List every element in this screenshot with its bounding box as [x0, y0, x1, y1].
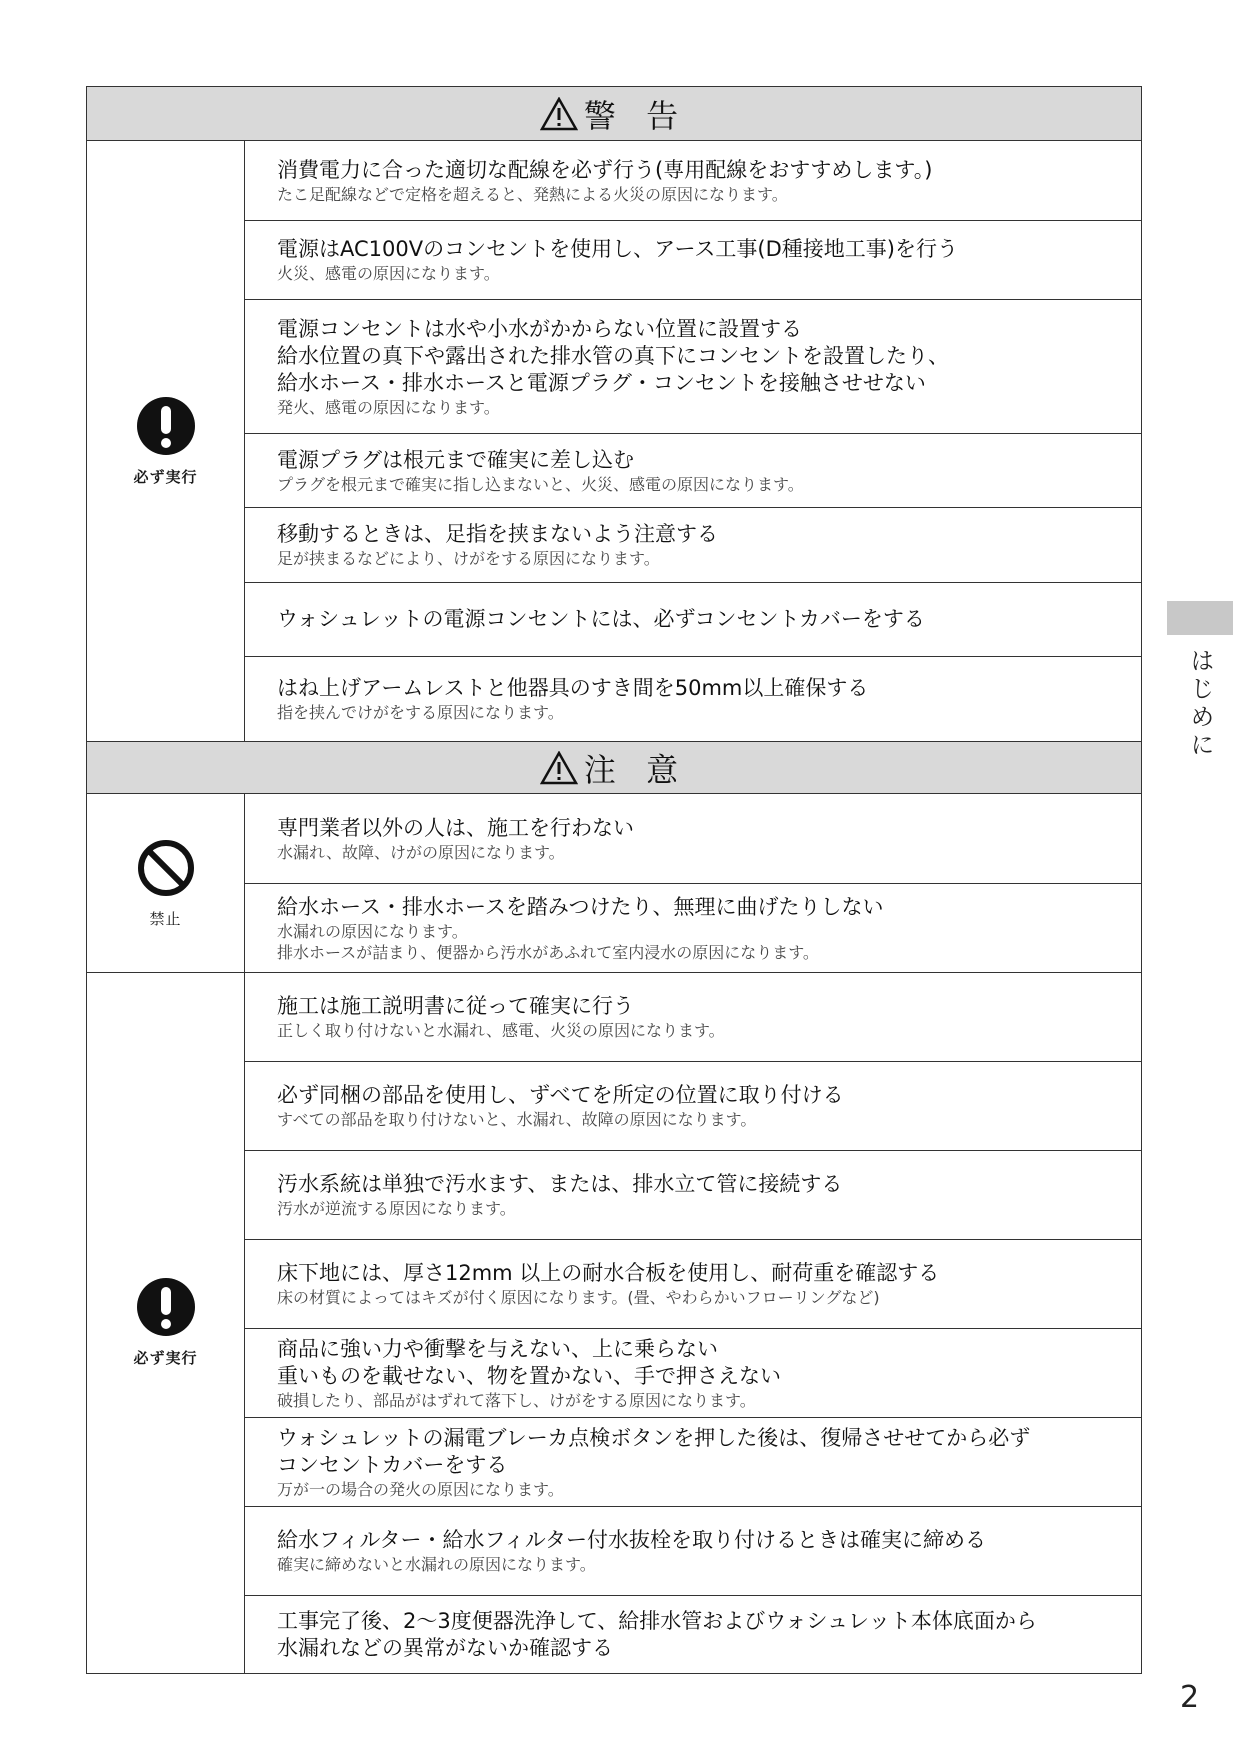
row-sub-text: 指を挟んでけがをする原因になります。	[277, 703, 564, 722]
row-sub-text: 破損したり、部品がはずれて落下し、けがをする原因になります。	[277, 1390, 756, 1410]
exclamation-icon	[136, 396, 196, 460]
row-sub-text: 水漏れ、故障、けがの原因になります。	[277, 842, 565, 862]
row-main-text: 専門業者以外の人は、施工を行わない	[277, 815, 634, 840]
row-main-text: 重いものを載せない、物を置かない、手で押さえない	[277, 1363, 781, 1388]
row-main-text: はね上げアームレストと他器具のすき間を50mm以上確保する	[277, 676, 869, 700]
row-sub-text: 足が挟まるなどにより、けがをする原因になります。	[277, 549, 660, 568]
row-main-text: ウォシュレットの電源コンセントには、必ずコンセントカバーをする	[277, 607, 925, 631]
caution-prohibit-row	[245, 883, 1141, 972]
row-main-text: 電源はAC100Vのコンセントを使用し、アース工事(D種接地工事)を行う	[277, 237, 958, 261]
prohibit-icon-cell	[87, 794, 245, 972]
row-main-text: 水漏れなどの異常がないか確認する	[277, 1635, 613, 1660]
row-sub-text: 水漏れの原因になります。	[277, 921, 468, 941]
caution-prohibit-row	[245, 794, 1141, 883]
must-do-label: 必ず実行	[133, 467, 198, 486]
safety-table	[86, 86, 1142, 1674]
row-main-text: 商品に強い力や衝撃を与えない、上に乗らない	[277, 1336, 718, 1361]
caution-triangle-icon	[540, 751, 578, 785]
prohibit-label: 禁止	[149, 909, 182, 928]
caution-must-row	[245, 1061, 1141, 1150]
section-tab-label: はじめに	[1186, 648, 1214, 760]
row-sub-text: 万が一の場合の発火の原因になります。	[277, 1479, 564, 1499]
warning-title: 警 告	[583, 96, 689, 135]
caution-must-row	[245, 1506, 1141, 1595]
warning-row	[245, 299, 1141, 433]
warning-triangle-icon	[540, 97, 578, 131]
row-sub-text: 発火、感電の原因になります。	[277, 397, 500, 417]
row-main-text: 汚水系統は単独で汚水ます、または、排水立て管に接続する	[277, 1172, 843, 1196]
row-sub-text: プラグを根元まで確実に指し込まないと、火災、感電の原因になります。	[277, 474, 804, 494]
caution-must-row	[245, 972, 1141, 1061]
row-main-text: 電源プラグは根元まで確実に差し込む	[277, 447, 634, 472]
row-main-text: 床下地には、厚さ12mm 以上の耐水合板を使用し、耐荷重を確認する	[277, 1261, 940, 1285]
caution-must-row	[245, 1239, 1141, 1328]
row-main-text: 給水ホース・排水ホースと電源プラグ・コンセントを接触させせない	[277, 370, 926, 395]
warning-row	[245, 582, 1141, 656]
row-main-text: 必ず同梱の部品を使用し、ずべてを所定の位置に取り付ける	[277, 1083, 844, 1107]
row-main-text: 消費電力に合った適切な配線を必ず行う(専用配線をおすすめします。)	[277, 157, 933, 182]
row-main-text: 給水ホース・排水ホースを踏みつけたり、無理に曲げたりしない	[277, 894, 884, 919]
warning-row	[245, 656, 1141, 741]
warning-row	[245, 220, 1141, 299]
caution-must-row	[245, 1328, 1141, 1417]
caution-must-row	[245, 1150, 1141, 1239]
row-sub-text: 正しく取り付けないと水漏れ、感電、火災の原因になります。	[277, 1020, 725, 1040]
row-main-text: 給水フィルター・給水フィルター付水抜栓を取り付けるときは確実に締める	[277, 1528, 986, 1552]
row-main-text: コンセントカバーをする	[277, 1452, 508, 1477]
row-sub-text: 火災、感電の原因になります。	[277, 264, 500, 283]
prohibited-icon	[136, 838, 196, 902]
row-main-text: 施工は施工説明書に従って確実に行う	[277, 993, 634, 1018]
row-main-text: 電源コンセントは水や小水がかからない位置に設置する	[277, 316, 802, 341]
exclamation-icon	[136, 1277, 196, 1341]
warning-header	[87, 87, 1141, 141]
row-main-text: 給水位置の真下や露出された排水管の真下にコンセントを設置したり、	[277, 343, 949, 368]
caution-must-icon-cell	[87, 972, 245, 1673]
row-main-text: 工事完了後、2〜3度便器洗浄して、給排水管およびウォシュレット本体底面から	[277, 1608, 1037, 1633]
warning-row	[245, 507, 1141, 582]
page-number: 2	[1180, 1680, 1200, 1715]
section-tab	[1167, 601, 1233, 635]
warning-row	[245, 141, 1141, 220]
row-sub-text: たこ足配線などで定格を超えると、発熱による火災の原因になります。	[277, 184, 788, 204]
row-sub-text: 確実に締めないと水漏れの原因になります。	[277, 1555, 596, 1574]
row-main-text: 移動するときは、足指を挟まないよう注意する	[277, 522, 718, 546]
row-sub-text: すべての部品を取り付けないと、水漏れ、故障の原因になります。	[277, 1110, 757, 1129]
row-main-text: ウォシュレットの漏電ブレーカ点検ボタンを押した後は、復帰させせてから必ず	[277, 1425, 1031, 1450]
row-sub-text: 汚水が逆流する原因になります。	[277, 1199, 516, 1218]
warning-row	[245, 433, 1141, 507]
caution-title: 注 意	[583, 750, 689, 789]
must-do-label: 必ず実行	[133, 1349, 198, 1367]
row-sub-text: 排水ホースが詰まり、便器から汚水があふれて室内浸水の原因になります。	[277, 942, 819, 962]
caution-must-row	[245, 1595, 1141, 1673]
warning-must-icon-cell	[87, 141, 245, 741]
row-sub-text: 床の材質によってはキズが付く原因になります。(畳、やわらかいフローリングなど)	[277, 1288, 880, 1307]
caution-must-row	[245, 1417, 1141, 1506]
caution-header	[87, 742, 1141, 794]
